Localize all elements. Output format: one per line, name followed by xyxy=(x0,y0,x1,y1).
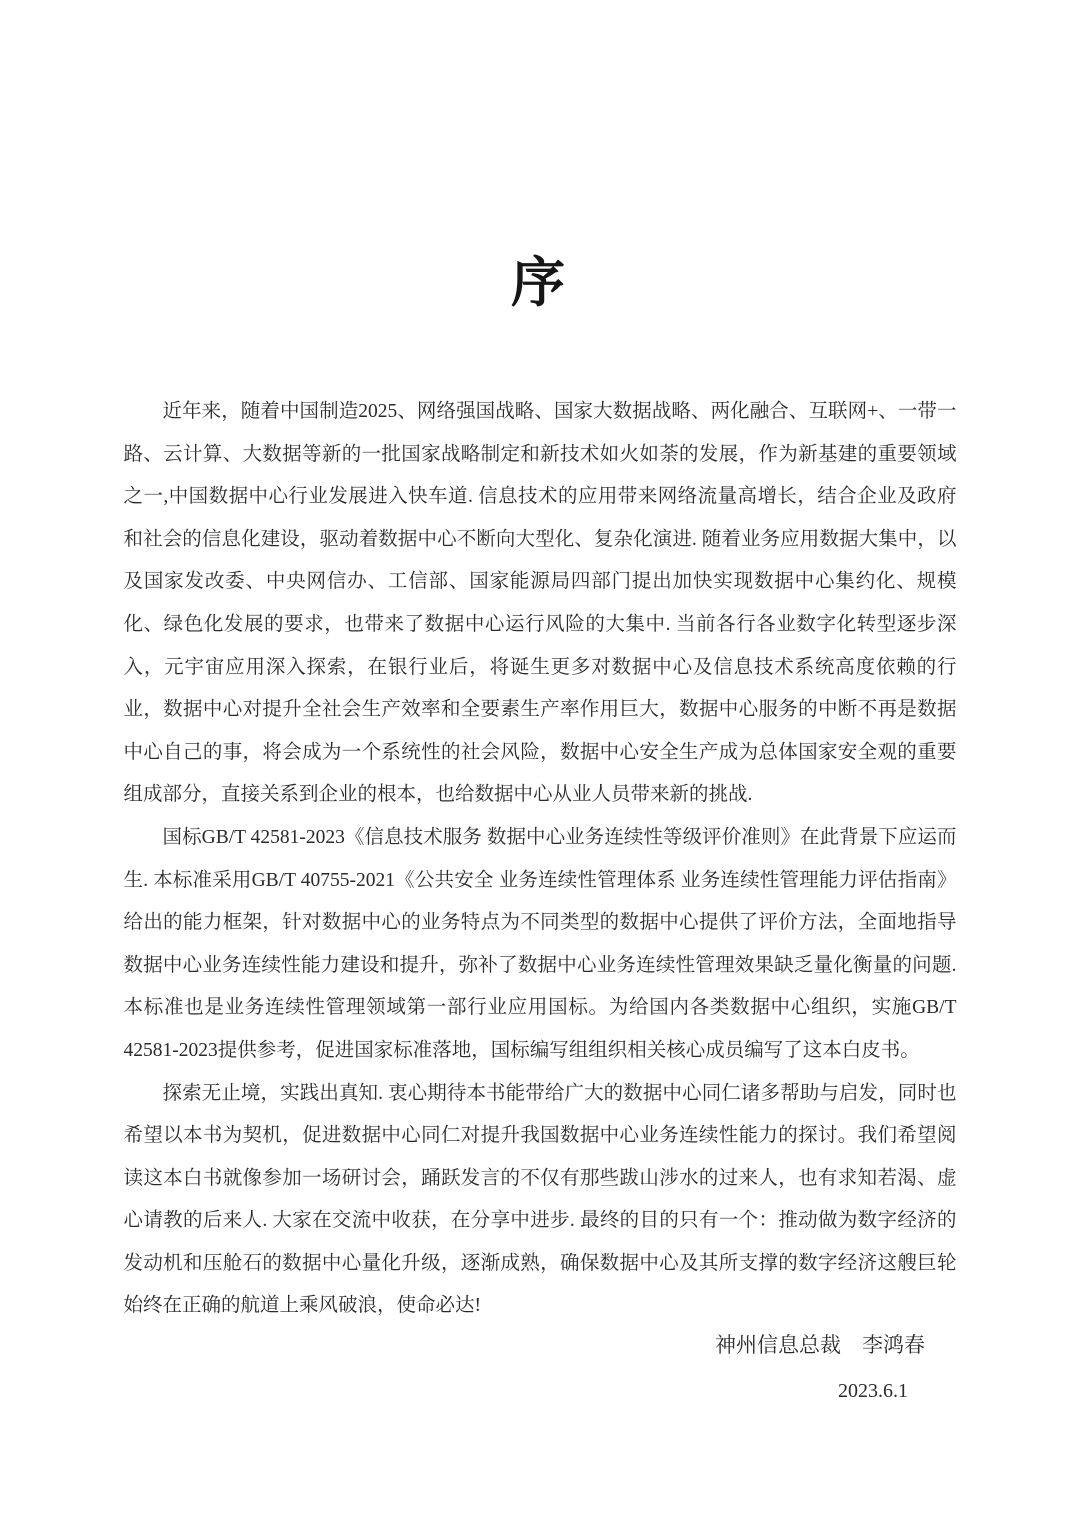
paragraph-3: 探索无止境，实践出真知. 衷心期待本书能带给广大的数据中心同仁诸多帮助与启发，同时也希望以本书为契机，促进数据中心同仁对提升我国数据中心业务连续性能力的探讨。我们希望阅读这本白书就像参加一场研讨会，踊跃发言的不仅有那些跋山涉水的过来人，也有求知若渴、虚心请教的后来人. 大家在交流中收获，在分享中进步. 最终的目的只有一个：推动做为数字经济的发动机和压舱石的数据中心量化升级，逐渐成熟，确保数据中心及其所支撑的数字经济这艘巨轮始终在正确的航道上乘风破浪，使命必达! xyxy=(123,1082,957,1317)
page-title: 序 xyxy=(511,253,569,313)
paragraph-1: 近年来，随着中国制造2025、网络强国战略、国家大数据战略、两化融合、互联网+、一带一路、云计算、大数据等新的一批国家战略制定和新技术如火如荼的发展，作为新基建的重要领域之一,中国数据中心行业发展进入快车道. 信息技术的应用带来网络流量高增长，结合企业及政府和社会的信息化建设，驱动着数据中心不断向大型化、复杂化演进. 随着业务应用数据大集中，以及国家发改委、中央网信办、工信部、国家能源局四部门提出加快实现数据中心集约化、规模化、绿色化发展的要求，也带来了数据中心运行风险的大集中. 当前各行各业数字化转型逐步深入，元宇宙应用深入探索，在银行业后，将诞生更多对数据中心及信息技术系统高度依赖的行业，数据中心对提升全社会生产效率和全要素生产率作用巨大，数据中心服务的中断不再是数据中心自己的事，将会成为一个系统性的社会风险，数据中心安全生产成为总体国家安全观的重要组成部分，直接关系到企业的根本，也给数据中心从业人员带来新的挑战. xyxy=(123,401,957,806)
signature-line: 神州信息总裁 李鸿春 xyxy=(715,1333,925,1358)
date-line: 2023.6.1 xyxy=(838,1380,908,1403)
paragraph-2: 国标GB/T 42581-2023《信息技术服务 数据中心业务连续性等级评价准则》在此背景下应运而生. 本标准采用GB/T 40755-2021《公共安全 业务连续性管理体系 业务连续性管理能力评估指南》给出的能力框架，针对数据中心的业务特点为不同类型的数据中心提供了评价方法，全面地指导数据中心业务连续性能力建设和提升，弥补了数据中心业务连续性管理效果缺乏量化衡量的问题. 本标准也是业务连续性管理领域第一部行业应用国标。为给国内各类数据中心组织，实施GB/T 42581-2023提供参考，促进国家标准落地，国标编写组组织相关核心成员编写了这本白皮书。 xyxy=(123,826,957,1061)
preface-body xyxy=(124,391,957,1328)
